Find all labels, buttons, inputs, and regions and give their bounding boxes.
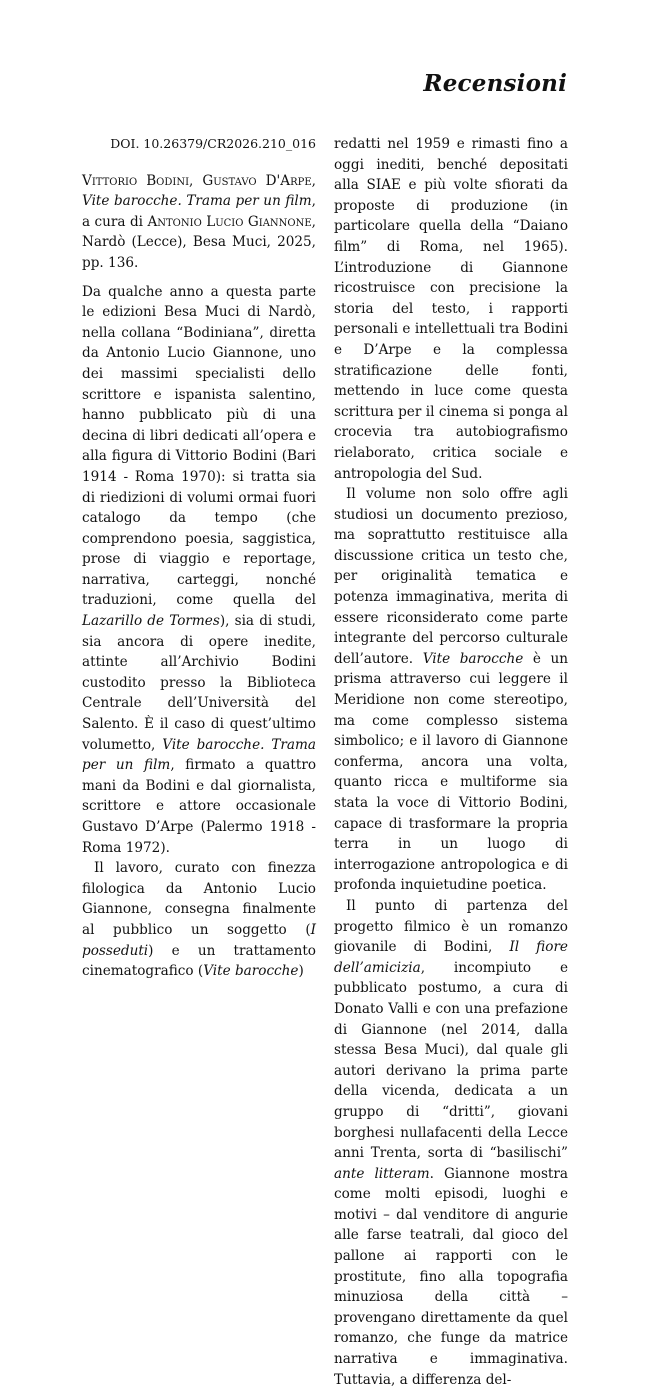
doi: DOI. 10.26379/CR2026.210_016 bbox=[110, 136, 316, 151]
editor-name: Antonio Lucio Giannone bbox=[147, 213, 312, 230]
author-name: Gustavo D'Arpe bbox=[202, 172, 312, 189]
right-column bbox=[334, 134, 568, 1390]
paragraph-3: Il volume non solo offre agli studiosi un documento prezioso, ma soprattutto restituisce alla discussione critica un testo che, per originalità tematica e potenza immaginativa, merita di essere riconsiderato come parte integrante del percorso culturale dell’autore. Vite barocche è un prisma attraverso cui leggere il Meridione non come stereotipo, ma come complesso sistema simbolico; e il lavoro di Giannone conferma, ancora una volta, quanto ricca e multiforme sia stata la voce di Vittorio Bodini, capace di trasformare la propria terra in un luogo di interrogazione antropologica e di profonda inquietudine poetica. bbox=[334, 486, 568, 894]
author-name: Vittorio Bodini bbox=[82, 172, 190, 189]
paragraph-1: Da qualche anno a questa parte le edizioni Besa Muci di Nardò, nella collana “Bodiniana”, diretta da Antonio Lucio Giannone, uno dei massimi specialisti dello scrittore e ispanista salentino, hanno pubblicato più di una decina di libri dedicati all’opera e alla figura di Vittorio Bodini (Bari 1914 - Roma 1970): si tratta sia di riedizioni di volumi ormai fuori catalogo da tempo (che comprendono poesia, saggistica, prose di viaggio e reportage, narrativa, carteggi, nonché traduzioni, come quella del Lazarillo de Tormes), sia di studi, sia ancora di opere inedite, attinte all’Archivio Bodini custodito presso la Biblioteca Centrale dell’Università del Salento. È il caso di quest’ultimo volumetto, Vite barocche. Trama per un film, firmato a quattro mani da Bodini e dal giornalista, scrittore e attore occasionale Gustavo D’Arpe (Palermo 1918 - Roma 1972). bbox=[82, 283, 317, 856]
paragraph-2: Il lavoro, curato con finezza filologica da Antonio Lucio Giannone, consegna finalmente al pubblico un soggetto (I posseduti) e un trattamento cinematografico (Vite barocche) bbox=[82, 860, 316, 980]
paragraph-2-continued: redatti nel 1959 e rimasti fino a oggi inediti, benché depositati alla SIAE e più volte sfiorati da proposte di produzione (in particolare quella della “Daiano film” di Roma, nel 1965). L’introduzione di Giannone ricostruisce con precisione la storia del testo, i rapporti personali e intellettuali tra Bodini e D’Arpe e la complessa stratificazione delle fonti, mettendo in luce come questa scrittura per il cinema si ponga al crocevia tra autobiografismo rielaborato, critica sociale e antropologia del Sud. bbox=[334, 136, 568, 482]
left-column bbox=[82, 134, 316, 982]
bibliographic-entry: Vittorio Bodini, Gustavo D'Arpe, Vite barocche. Trama per un film, a cura di Antonio Lucio Giannone, Nardò (Lecce), Besa Muci, 2025, pp. 136. bbox=[82, 172, 316, 271]
section-title: Recensioni bbox=[423, 70, 567, 97]
book-title: Vite barocche. Trama per un film bbox=[82, 193, 312, 210]
paragraph-4: Il punto di partenza del progetto filmico è un romanzo giovanile di Bodini, Il fiore dell’amicizia, incompiuto e pubblicato postumo, a cura di Donato Valli e con una prefazione di Giannone (nel 2014, dalla stessa Besa Muci), dal quale gli autori derivano la prima parte della vicenda, dedicata a un gruppo di “dritti”, giovani borghesi nullafacenti della Lecce anni Trenta, sorta di “basilischi” ante litteram. Giannone mostra come molti episodi, luoghi e motivi – dal venditore di angurie alle farse teatrali, dal gioco del pallone ai rapporti con le prostitute, fino alla topografia minuziosa della città – provengano direttamente da quel romanzo, che funge da matrice narrativa e immaginativa. Tuttavia, a differenza del- bbox=[334, 897, 568, 1388]
